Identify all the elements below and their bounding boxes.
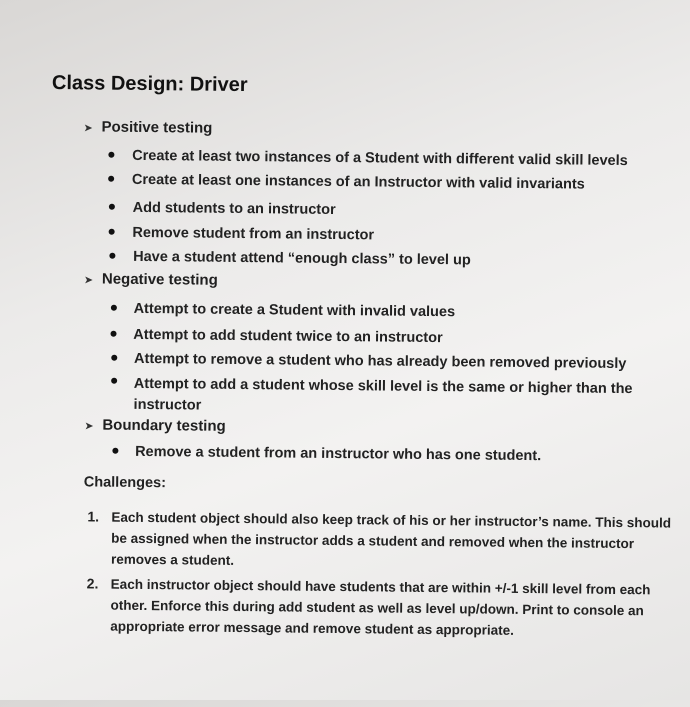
arrow-bullet-icon: ➤ bbox=[83, 122, 93, 135]
arrow-bullet-icon: ➤ bbox=[83, 274, 94, 287]
bullet-icon: ● bbox=[110, 348, 119, 365]
bullet-icon: ● bbox=[111, 441, 120, 458]
bullet-icon: ● bbox=[108, 246, 117, 263]
list-item: Attempt to add student twice to an instructor bbox=[133, 326, 443, 347]
list-item: Remove a student from an instructor who has one student. bbox=[135, 443, 542, 465]
list-item: Create at least one instances of an Instructor with valid invariants bbox=[131, 171, 585, 193]
challenge-text: Each student object should also keep track of his or her instructor’s name. This should be assigned when the instructor adds a student and removed when the instructor removes a student. bbox=[110, 509, 672, 568]
arrow-bullet-icon: ➤ bbox=[84, 420, 94, 433]
bullet-icon: ● bbox=[109, 298, 119, 315]
list-item: Create at least two instances of a Student with different valid skill levels bbox=[132, 147, 628, 170]
list-item: Have a student attend “enough class” to level up bbox=[133, 248, 471, 269]
list-number: 2. bbox=[86, 575, 99, 592]
list-item: Attempt to add a student whose skill level is the same or higher than the instructor bbox=[133, 375, 633, 414]
section-heading-negative: ➤ Negative testing bbox=[83, 270, 218, 289]
bullet-icon: ● bbox=[107, 222, 116, 239]
bullet-icon: ● bbox=[107, 197, 117, 214]
bullet-icon: ● bbox=[109, 324, 118, 341]
challenge-text: Each instructor object should have students that are within +/-1 skill level from each other. Enforce this during add student as well as level up/down. Print to console an appropriate error message and remove student as appropriate. bbox=[110, 576, 651, 638]
challenges-heading: Challenges: bbox=[83, 474, 167, 492]
list-number: 1. bbox=[87, 508, 100, 525]
bullet-icon: ● bbox=[107, 145, 116, 162]
bullet-icon: ● bbox=[109, 371, 119, 388]
section-heading-boundary: ➤ Boundary testing bbox=[84, 416, 226, 435]
section-heading-positive: ➤ Positive testing bbox=[83, 118, 213, 137]
bullet-icon: ● bbox=[106, 169, 116, 186]
list-item: Remove student from an instructor bbox=[132, 224, 375, 244]
page-title: Class Design: Driver bbox=[51, 72, 248, 97]
list-item: Add students to an instructor bbox=[132, 199, 336, 218]
list-item: Attempt to remove a student who has already been removed previously bbox=[134, 350, 627, 373]
list-item: Attempt to create a Student with invalid values bbox=[133, 300, 456, 321]
